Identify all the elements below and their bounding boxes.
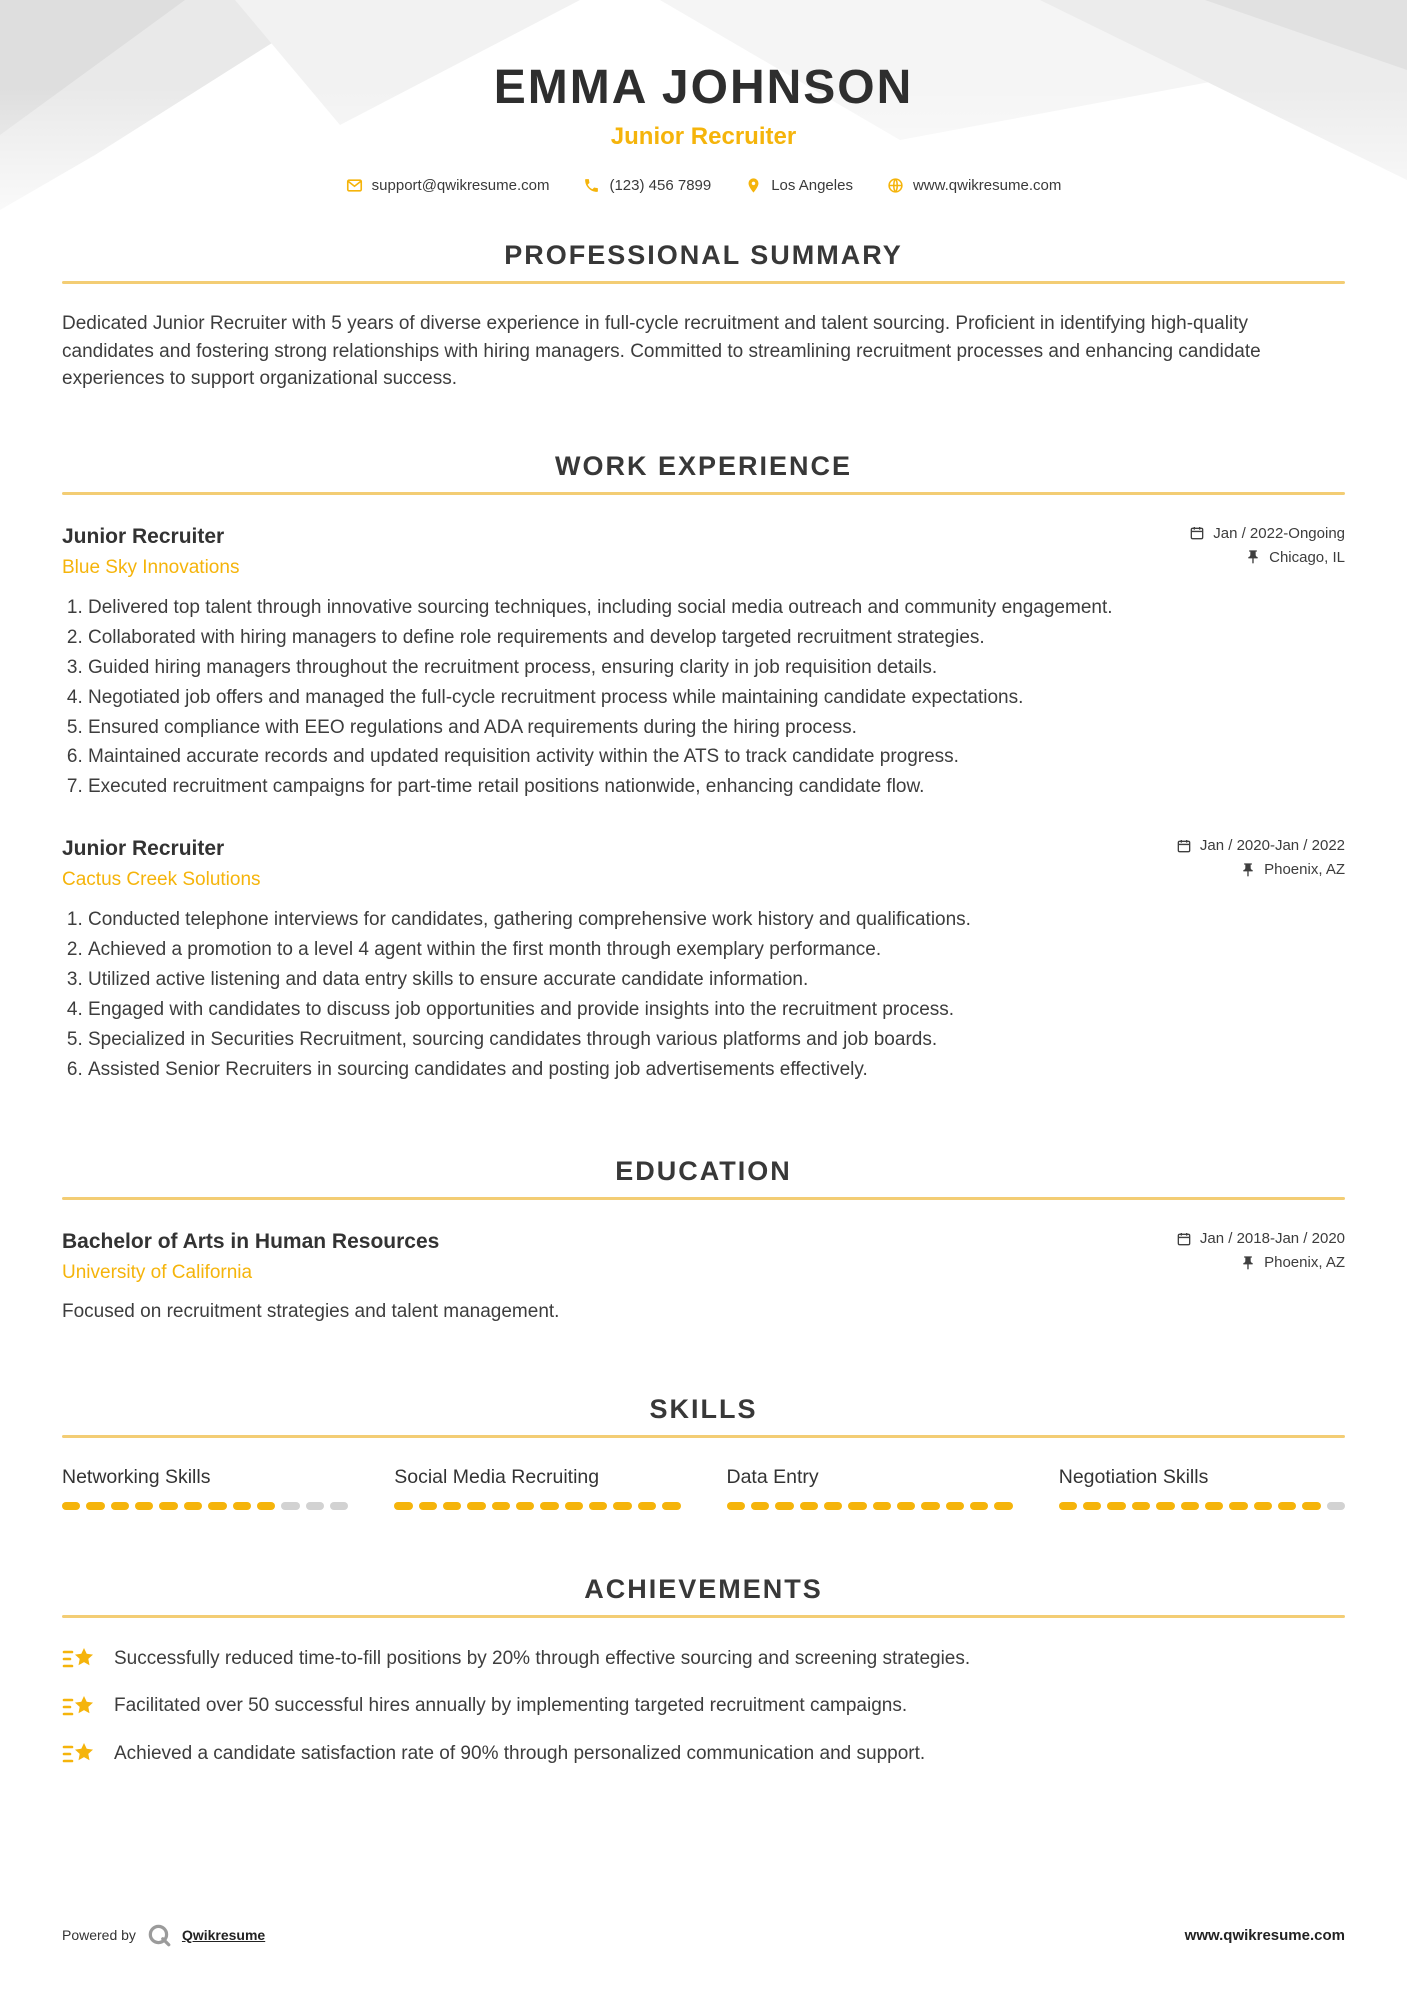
job-meta xyxy=(1176,837,1345,885)
skill-dash-filled xyxy=(62,1502,80,1510)
experience-bullet: 4. Negotiated job offers and managed the full-cycle recruitment process while maintaining candidate expectations. xyxy=(88,685,1345,712)
skill-dash-filled xyxy=(467,1502,485,1510)
skill-label: Data Entry xyxy=(726,1465,819,1488)
website-icon xyxy=(887,177,904,194)
experience-bullet: 2. Achieved a promotion to a level 4 agent within the first month through exemplary performance. xyxy=(88,937,1345,964)
education-entry xyxy=(62,1230,1345,1326)
skill-dash-filled xyxy=(751,1502,769,1510)
experience-bullet: 3. Utilized active listening and data entry skills to ensure accurate candidate information. xyxy=(88,967,1345,994)
skill-dash-filled xyxy=(1156,1502,1174,1510)
achievement-text: Achieved a candidate satisfaction rate of 90% through personalized communication and support. xyxy=(114,1742,926,1764)
skill-dash-filled xyxy=(208,1502,226,1510)
achievements-list xyxy=(62,1646,1345,1768)
education-degree: Bachelor of Arts in Human Resources xyxy=(62,1230,440,1254)
job-company: Cactus Creek Solutions xyxy=(62,869,261,891)
skill-dash-filled xyxy=(394,1502,412,1510)
experience-bullet: 6. Assisted Senior Recruiters in sourcing candidates and posting job advertisements effectively. xyxy=(88,1057,1345,1084)
skill-dash-filled xyxy=(516,1502,534,1510)
job-company: Blue Sky Innovations xyxy=(62,556,240,578)
job-location-line xyxy=(1189,549,1345,566)
contact-website-text: www.qwikresume.com xyxy=(912,177,1062,194)
skill-dash-filled xyxy=(613,1502,631,1510)
skill-dash-filled xyxy=(994,1502,1012,1510)
job-bullet-list xyxy=(62,907,1345,1084)
skill-dash-filled xyxy=(800,1502,818,1510)
section-divider xyxy=(62,281,1345,284)
phone-icon xyxy=(583,177,600,194)
achievement-icon xyxy=(62,1694,96,1720)
resume-content xyxy=(0,240,1407,1768)
contact-email-text: support@qwikresume.com xyxy=(371,177,550,194)
skill-item xyxy=(1059,1466,1345,1510)
skill-dash-filled xyxy=(589,1502,607,1510)
skill-label: Social Media Recruiting xyxy=(394,1465,600,1488)
contact-row xyxy=(0,177,1407,194)
skill-level-bar xyxy=(62,1502,348,1510)
skill-dash-filled xyxy=(184,1502,202,1510)
skill-dash-filled xyxy=(824,1502,842,1510)
qwikresume-logo-icon xyxy=(146,1922,172,1948)
skill-dash-filled xyxy=(897,1502,915,1510)
candidate-title: Junior Recruiter xyxy=(610,123,797,150)
education-description: Focused on recruitment strategies and talent management. xyxy=(62,1301,560,1323)
calendar-icon xyxy=(1176,838,1192,854)
achievement-icon xyxy=(62,1646,96,1672)
summary-heading: PROFESSIONAL SUMMARY xyxy=(504,240,903,270)
experience-entry xyxy=(62,525,1345,802)
calendar-icon xyxy=(1176,1231,1192,1247)
skill-dash-filled xyxy=(159,1502,177,1510)
experience-bullet: 1. Conducted telephone interviews for candidates, gathering comprehensive work history and qualifications. xyxy=(88,907,1345,934)
education-heading: EDUCATION xyxy=(615,1156,792,1187)
skill-dash-filled xyxy=(873,1502,891,1510)
skill-dash-empty xyxy=(1327,1502,1345,1510)
education-dates-line xyxy=(1176,1230,1345,1247)
section-divider xyxy=(62,492,1345,495)
experience-bullet: 1. Delivered top talent through innovative sourcing techniques, including social media outreach and community engagement. xyxy=(88,595,1345,622)
footer-website-link[interactable]: www.qwikresume.com xyxy=(1184,1926,1345,1944)
summary-text: Dedicated Junior Recruiter with 5 years of diverse experience in full-cycle recruitment and talent sourcing. Proficient in identifying high-quality candidates and fostering strong relationships with hiring managers. Committed to streamlining recruitment processes and enhancing candidate experiences to support organizational success. xyxy=(62,313,1261,390)
skill-dash-filled xyxy=(86,1502,104,1510)
skill-dash-filled xyxy=(970,1502,988,1510)
job-bullet-list xyxy=(62,595,1345,802)
location-icon xyxy=(745,177,762,194)
pushpin-icon xyxy=(1245,549,1261,565)
footer-branding xyxy=(62,1922,265,1948)
job-dates-line xyxy=(1189,525,1345,542)
page-footer xyxy=(62,1922,1345,1948)
experience-entry-header xyxy=(62,525,1345,579)
skill-dash-filled xyxy=(1083,1502,1101,1510)
skill-dash-filled xyxy=(1132,1502,1150,1510)
powered-by-label: Powered by xyxy=(62,1927,136,1943)
section-divider xyxy=(62,1197,1345,1200)
job-location: Chicago, IL xyxy=(1269,548,1345,566)
experience-bullet: 6. Maintained accurate records and updated requisition activity within the ATS to track candidate progress. xyxy=(88,744,1345,771)
skill-dash-empty xyxy=(330,1502,348,1510)
qwikresume-brand-link[interactable]: Qwikresume xyxy=(181,1927,266,1943)
skill-item xyxy=(62,1466,348,1510)
contact-phone-text: (123) 456 7899 xyxy=(609,177,712,194)
skill-dash-filled xyxy=(1059,1502,1077,1510)
skill-dash-filled xyxy=(443,1502,461,1510)
experience-bullet: 2. Collaborated with hiring managers to define role requirements and develop targeted recruitment strategies. xyxy=(88,625,1345,652)
section-skills xyxy=(62,1394,1345,1510)
skill-dash-filled xyxy=(111,1502,129,1510)
education-school: University of California xyxy=(62,1262,253,1284)
skill-dash-filled xyxy=(1205,1502,1223,1510)
achievement-item xyxy=(62,1741,1345,1768)
experience-entry xyxy=(62,837,1345,1084)
section-divider xyxy=(62,1615,1345,1618)
skill-dash-filled xyxy=(540,1502,558,1510)
skill-dash-filled xyxy=(638,1502,656,1510)
skill-dash-filled xyxy=(921,1502,939,1510)
skill-dash-filled xyxy=(946,1502,964,1510)
skill-dash-empty xyxy=(281,1502,299,1510)
skills-grid xyxy=(62,1466,1345,1510)
skills-heading: SKILLS xyxy=(649,1393,758,1424)
contact-location-text: Los Angeles xyxy=(771,177,853,194)
job-title: Junior Recruiter xyxy=(62,524,225,548)
experience-bullet: 3. Guided hiring managers throughout the recruitment process, ensuring clarity in job requisition details. xyxy=(88,655,1345,682)
skill-dash-filled xyxy=(727,1502,745,1510)
pushpin-icon xyxy=(1240,862,1256,878)
achievement-item xyxy=(62,1693,1345,1720)
section-work-experience xyxy=(62,451,1345,1085)
education-location-line xyxy=(1176,1254,1345,1271)
section-divider xyxy=(62,1435,1345,1438)
job-dates: Jan / 2022-Ongoing xyxy=(1213,524,1345,542)
resume-header xyxy=(0,0,1407,194)
skill-item xyxy=(394,1466,680,1510)
contact-phone[interactable] xyxy=(583,177,711,194)
skill-dash-filled xyxy=(257,1502,275,1510)
skill-level-bar xyxy=(1059,1502,1345,1510)
skill-dash-filled xyxy=(565,1502,583,1510)
skill-level-bar xyxy=(394,1502,680,1510)
skill-level-bar xyxy=(727,1502,1013,1510)
experience-bullet: 7. Executed recruitment campaigns for part-time retail positions nationwide, enhancing candidate flow. xyxy=(88,774,1345,801)
skill-dash-filled xyxy=(848,1502,866,1510)
achievement-icon xyxy=(62,1741,96,1767)
skill-dash-filled xyxy=(135,1502,153,1510)
achievement-text: Successfully reduced time-to-fill positions by 20% through effective sourcing and screening strategies. xyxy=(114,1647,971,1669)
education-location: Phoenix, AZ xyxy=(1264,1254,1345,1272)
achievements-heading: ACHIEVEMENTS xyxy=(584,1573,823,1604)
experience-bullet: 5. Ensured compliance with EEO regulations and ADA requirements during the hiring process. xyxy=(88,715,1345,742)
section-achievements xyxy=(62,1574,1345,1768)
education-meta xyxy=(1176,1230,1345,1278)
section-education xyxy=(62,1156,1345,1326)
email-icon xyxy=(346,177,363,194)
skill-label: Negotiation Skills xyxy=(1058,1465,1209,1488)
skill-dash-filled xyxy=(775,1502,793,1510)
skill-dash-filled xyxy=(1107,1502,1125,1510)
skill-dash-filled xyxy=(1181,1502,1199,1510)
experience-heading: WORK EXPERIENCE xyxy=(554,450,853,481)
skill-dash-filled xyxy=(1229,1502,1247,1510)
job-meta xyxy=(1189,525,1345,573)
skill-dash-filled xyxy=(1278,1502,1296,1510)
skill-dash-filled xyxy=(233,1502,251,1510)
skill-item xyxy=(727,1466,1013,1510)
skill-dash-filled xyxy=(419,1502,437,1510)
contact-location xyxy=(745,177,853,194)
experience-entry-header xyxy=(62,837,1345,891)
pushpin-icon xyxy=(1240,1255,1256,1271)
skill-dash-filled xyxy=(1302,1502,1320,1510)
job-location: Phoenix, AZ xyxy=(1264,861,1345,879)
education-dates: Jan / 2018-Jan / 2020 xyxy=(1199,1230,1345,1248)
candidate-name: EMMA JOHNSON xyxy=(493,61,914,114)
achievement-text: Facilitated over 50 successful hires annually by implementing targeted recruitment campaigns. xyxy=(114,1695,908,1717)
job-dates: Jan / 2020-Jan / 2022 xyxy=(1199,837,1345,855)
experience-bullet: 5. Specialized in Securities Recruitment, sourcing candidates through various platforms and job boards. xyxy=(88,1027,1345,1054)
section-professional-summary xyxy=(62,240,1345,393)
skill-dash-filled xyxy=(492,1502,510,1510)
job-dates-line xyxy=(1176,837,1345,854)
job-location-line xyxy=(1176,861,1345,878)
skill-dash-filled xyxy=(1254,1502,1272,1510)
skill-dash-empty xyxy=(306,1502,324,1510)
skill-label: Networking Skills xyxy=(62,1465,211,1488)
calendar-icon xyxy=(1189,525,1205,541)
job-title: Junior Recruiter xyxy=(62,837,225,861)
experience-bullet: 4. Engaged with candidates to discuss job opportunities and provide insights into the recruitment process. xyxy=(88,997,1345,1024)
skill-dash-filled xyxy=(662,1502,680,1510)
achievement-item xyxy=(62,1646,1345,1673)
contact-website[interactable] xyxy=(887,177,1061,194)
education-entry-header xyxy=(62,1230,1345,1284)
contact-email[interactable] xyxy=(346,177,550,194)
